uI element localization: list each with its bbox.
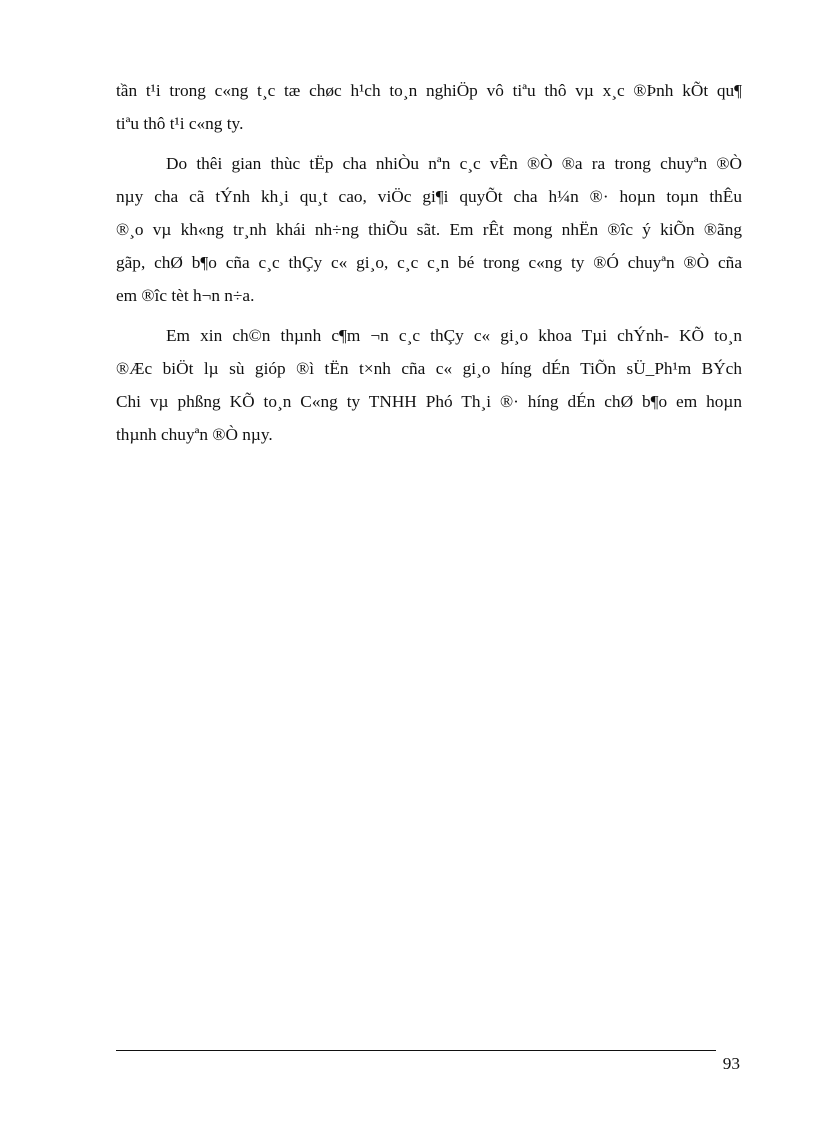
text-line: Do thêi gian thùc tËp cha nhiÒu nªn c¸c vÊn ®Ò ®a ra trong chuyªn ®Ò [166, 154, 742, 173]
text-line: tần t¹i trong c«ng t¸c tæ chøc h¹ch to¸n nghiÖp vô tiªu thô vµ x¸c ®Þnh kÕt qu¶ [116, 81, 742, 100]
text-line: Em xin ch©n thµnh c¶m ¬n c¸c thÇy c« gi¸o khoa Tµi chÝnh- KÕ to¸n [166, 326, 742, 345]
text-line: gãp, chØ b¶o cña c¸c thÇy c« gi¸o, c¸c c¸n bé trong c«ng ty ®Ó chuyªn ®Ò cña [116, 253, 742, 272]
paragraph-2 [116, 147, 742, 312]
text-line: nµy cha cã tÝnh kh¸i qu¸t cao, viÖc gi¶i quyÕt cha h¼n ®· hoµn toµn thÊu [116, 187, 742, 206]
body-text [116, 74, 742, 451]
page-number: 93 [722, 1054, 740, 1073]
text-line: ®¸o vµ kh«ng tr¸nh khái nh÷ng thiÕu sãt. Em rÊt mong nhËn ®îc ý kiÕn ®ãng [116, 220, 742, 239]
text-line: ®Æc biÖt lµ sù gióp ®ì tËn t×nh cña c« gi¸o híng dÉn TiÕn sÜ_Ph¹m BÝch [116, 359, 742, 378]
text-line: tiªu thô t¹i c«ng ty. [116, 114, 244, 133]
text-line: Chi vµ phßng KÕ to¸n C«ng ty TNHH Phó Th¸i ®· híng dÉn chØ b¶o em hoµn [116, 392, 742, 411]
footer-rule [116, 1050, 716, 1051]
text-line: thµnh chuyªn ®Ò nµy. [116, 425, 273, 444]
paragraph-3 [116, 319, 742, 451]
paragraph-1 [116, 74, 742, 140]
text-line: em ®îc tèt h¬n n÷a. [116, 286, 255, 305]
